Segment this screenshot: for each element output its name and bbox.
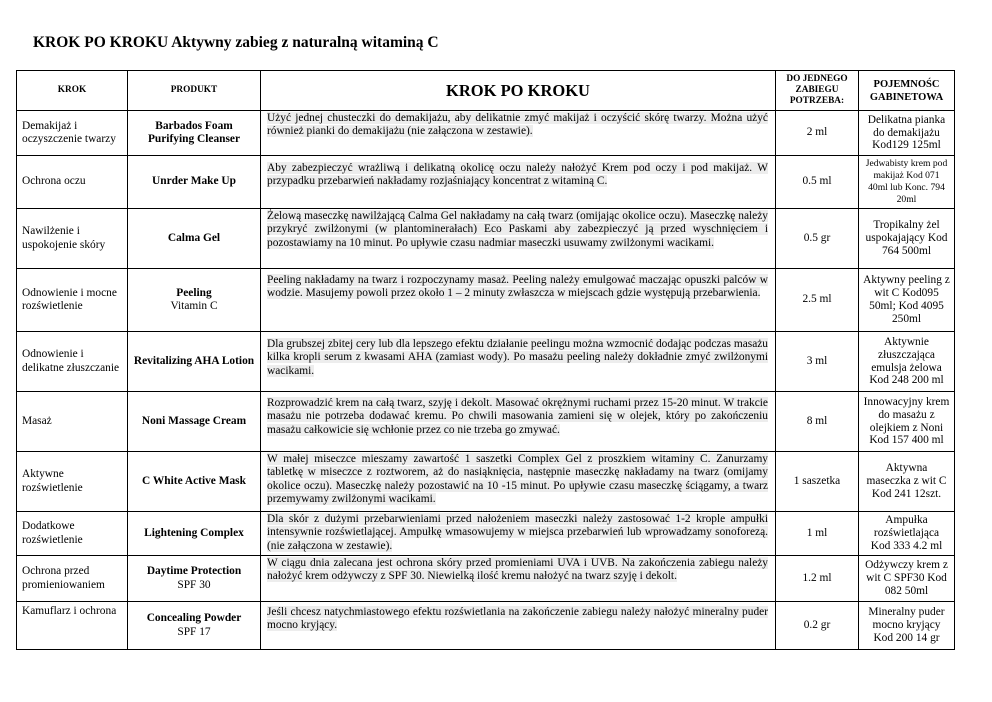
product-name: Lightening Complex	[144, 526, 244, 539]
salon-size: Aktywna maseczka z wit C Kod 241 12szt.	[859, 452, 955, 512]
dose-value: 0.5 gr	[776, 209, 859, 269]
table-row	[17, 512, 955, 556]
dose-value: 8 ml	[776, 392, 859, 452]
description-text: Żelową maseczkę nawilżającą Calma Gel nakładamy na całą twarz (omijając okolice oczu). Maseczkę należy przykryć zwilżonymi (w plantominerałach) Eco Paskami aby zabezpieczyć ją przed wyschnięciem i pozostawiamy na 10 minut. Po upływie czasu nadmiar maseczki usuwamy zwilżonymi wacikami.	[267, 210, 768, 249]
product-cell	[128, 156, 261, 209]
step-name: Ochrona oczu	[17, 156, 128, 209]
salon-size: Aktywnie złuszczająca emulsja żelowa Kod 248 200 ml	[859, 332, 955, 392]
product-cell	[128, 452, 261, 512]
salon-size: Tropikalny żel uspokajający Kod 764 500ml	[859, 209, 955, 269]
description-text: Rozprowadzić krem na całą twarz, szyję i dekolt. Masować okrężnymi ruchami przez 15-20 minut. W trakcie masażu nie potrzeba dodawać kremu. Po chwili masowania zamieni się w olejek, który po zakończeniu masażu całkowicie się wchłonie przez co nie trzeba go zmywać.	[267, 397, 768, 436]
step-name: Aktywne rozświetlenie	[17, 452, 128, 512]
salon-size: Aktywny peeling z wit C Kod095 50ml; Kod 4095 250ml	[859, 269, 955, 332]
step-name: Dodatkowe rozświetlenie	[17, 512, 128, 556]
salon-size: Mineralny puder mocno kryjący Kod 200 14 gr	[859, 602, 955, 650]
step-description	[261, 392, 776, 452]
product-cell	[128, 556, 261, 602]
header-dose: DO JEDNEGO ZABIEGU POTRZEBA:	[776, 71, 859, 111]
dose-value: 2.5 ml	[776, 269, 859, 332]
dose-value: 1 saszetka	[776, 452, 859, 512]
step-description	[261, 111, 776, 156]
description-text: Dla skór z dużymi przebarwieniami przed nałożeniem maseczki należy zastosować 1-2 krople ampułki intensywnie rozświetlającej. Ampułkę wmasowujemy w miejsca przebarwień lub wprowadzamy sonoforezą. (nie załączona w zestawie).	[267, 513, 768, 552]
header-poj: POJEMNOŚC GABINETOWA	[859, 71, 955, 111]
salon-size: Jedwabisty krem pod makijaż Kod 071 40ml lub Konc. 794 20ml	[859, 156, 955, 209]
header-main: KROK PO KROKU	[261, 71, 776, 111]
step-description	[261, 512, 776, 556]
table-row	[17, 209, 955, 269]
step-name: Odnowienie i mocne rozświetlenie	[17, 269, 128, 332]
product-cell	[128, 602, 261, 650]
step-name: Ochrona przed promieniowaniem	[17, 556, 128, 602]
product-name: Revitalizing AHA Lotion	[133, 354, 255, 367]
description-text: Użyć jednej chusteczki do demakijażu, aby delikatnie zmyć makijaż i oczyścić skórę twarzy. Można użyć również pianki do demakijażu (nie załączona w zestawie).	[267, 112, 768, 138]
description-text: Aby zabezpieczyć wrażliwą i delikatną okolicę oczu należy nałożyć Krem pod oczy i pod makijaż. W przypadku przebarwień nakładamy rozjaśniający koncentrat z witaminą C.	[267, 162, 768, 188]
product-name: Peeling	[176, 286, 212, 299]
table-row	[17, 392, 955, 452]
description-text: Peeling nakładamy na twarz i rozpoczynamy masaż. Peeling należy emulgować maczając opuszki palców w wodzie. Masujemy powoli przez około 1 – 2 minuty zwłaszcza w miejscach gdzie występują przebarwienia.	[267, 274, 768, 300]
table-row	[17, 156, 955, 209]
salon-size: Delikatna pianka do demakijażu Kod129 125ml	[859, 111, 955, 156]
product-name: C White Active Mask	[142, 474, 246, 487]
step-description	[261, 602, 776, 650]
product-name: Noni Massage Cream	[141, 414, 247, 427]
product-name: Barbados Foam Purifying Cleanser	[147, 119, 241, 145]
salon-size: Innowacyjny krem do masażu z olejkiem z Noni Kod 157 400 ml	[859, 392, 955, 452]
table-row	[17, 602, 955, 650]
procedure-table	[16, 70, 955, 650]
product-subtitle: SPF 17	[177, 625, 211, 638]
salon-size: Ampułka rozświetlająca Kod 333 4.2 ml	[859, 512, 955, 556]
step-name: Masaż	[17, 392, 128, 452]
step-description	[261, 332, 776, 392]
step-name: Odnowienie i delikatne złuszczanie	[17, 332, 128, 392]
dose-value: 1 ml	[776, 512, 859, 556]
header-krok: KROK	[17, 71, 128, 111]
table-row	[17, 556, 955, 602]
product-cell	[128, 111, 261, 156]
description-text: Dla grubszej zbitej cery lub dla lepszego efektu działanie peelingu można wzmocnić dodając podczas masażu kilka kropli serum z kwasami AHA (zamiast wody). Po masażu peeling należy dokładnie zmyć zwilżonymi wacikami.	[267, 338, 768, 377]
step-description	[261, 556, 776, 602]
dose-value: 0.5 ml	[776, 156, 859, 209]
product-cell	[128, 512, 261, 556]
product-cell	[128, 332, 261, 392]
dose-value: 3 ml	[776, 332, 859, 392]
table-row	[17, 332, 955, 392]
step-description	[261, 452, 776, 512]
step-name: Kamuflarz i ochrona	[17, 602, 128, 650]
product-cell	[128, 209, 261, 269]
product-name: Daytime Protection	[146, 565, 242, 578]
product-name: Unrder Make Up	[152, 175, 236, 188]
header-row	[17, 71, 955, 111]
dose-value: 2 ml	[776, 111, 859, 156]
step-description	[261, 156, 776, 209]
product-subtitle: SPF 30	[177, 578, 211, 591]
dose-value: 0.2 gr	[776, 602, 859, 650]
description-text: W małej miseczce mieszamy zawartość 1 saszetki Complex Gel z proszkiem witaminy C. Zanurzamy tabletkę w miseczce z roztworem, aż do nasiąknięcia, następnie maseczkę nakładamy na twarz (omijamy okolice oczu). Maseczkę należy pozostawić na 10 -15 minut. Po upływie czasu maseczkę ściągamy, a twarz przemywamy zwilżonymi wacikami.	[267, 453, 768, 505]
step-description	[261, 269, 776, 332]
step-name: Demakijaż i oczyszczenie twarzy	[17, 111, 128, 156]
product-cell	[128, 392, 261, 452]
product-cell	[128, 269, 261, 332]
table-row	[17, 452, 955, 512]
description-text: Jeśli chcesz natychmiastowego efektu rozświetlania na zakończenie zabiegu należy nałożyć mineralny puder mocno kryjący.	[267, 606, 768, 632]
table-row	[17, 269, 955, 332]
table-row	[17, 111, 955, 156]
product-subtitle: Vitamin C	[170, 300, 218, 312]
product-name: Concealing Powder	[146, 612, 242, 625]
description-text: W ciągu dnia zalecana jest ochrona skóry przed promieniami UVA i UVB. Na zakończenia zabiegu należy nałożyć krem odżywczy z SPF 30. Niewielką ilość kremu nałożyć na twarz szyję i dekolt.	[267, 557, 768, 583]
header-produkt: PRODUKT	[128, 71, 261, 111]
document-title: KROK PO KROKU Aktywny zabieg z naturalną witaminą C	[33, 34, 439, 51]
dose-value: 1.2 ml	[776, 556, 859, 602]
step-description	[261, 209, 776, 269]
step-name: Nawilżenie i uspokojenie skóry	[17, 209, 128, 269]
product-name: Calma Gel	[167, 231, 221, 244]
salon-size: Odżywczy krem z wit C SPF30 Kod 082 50ml	[859, 556, 955, 602]
